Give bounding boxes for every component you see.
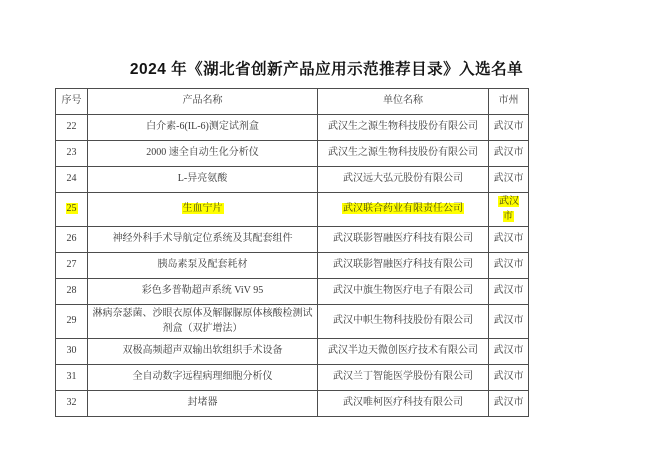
cell-company: 武汉中帜生物科技股份有限公司 <box>318 305 489 339</box>
col-header-city: 市州 <box>489 89 529 115</box>
cell-company: 武汉唯柯医疗科技有限公司 <box>318 391 489 417</box>
cell-no: 22 <box>56 115 88 141</box>
cell-city: 武汉市 <box>489 391 529 417</box>
cell-company: 武汉半边天微创医疗技术有限公司 <box>318 339 489 365</box>
table-row <box>56 339 529 365</box>
table-row <box>56 253 529 279</box>
cell-product: 彩色多普勒超声系统 ViV 95 <box>88 279 318 305</box>
col-header-no: 序号 <box>56 89 88 115</box>
cell-city: 武汉市 <box>489 167 529 193</box>
cell-company: 武汉联合药业有限责任公司 <box>318 193 489 227</box>
cell-no: 24 <box>56 167 88 193</box>
cell-company: 武汉生之源生物科技股份有限公司 <box>318 115 489 141</box>
cell-city: 武汉市 <box>489 141 529 167</box>
cell-no: 32 <box>56 391 88 417</box>
selection-table <box>55 88 529 417</box>
col-header-company: 单位名称 <box>318 89 489 115</box>
cell-product: 双极高频超声双输出软组织手术设备 <box>88 339 318 365</box>
cell-product: 白介素-6(IL-6)测定试剂盒 <box>88 115 318 141</box>
cell-company: 武汉中旗生物医疗电子有限公司 <box>318 279 489 305</box>
cell-product: L-异亮氨酸 <box>88 167 318 193</box>
cell-company: 武汉生之源生物科技股份有限公司 <box>318 141 489 167</box>
cell-no: 28 <box>56 279 88 305</box>
header-row <box>56 89 529 115</box>
table-row <box>56 365 529 391</box>
table-row <box>56 227 529 253</box>
cell-product: 全自动数字远程病理细胞分析仪 <box>88 365 318 391</box>
cell-product: 封堵器 <box>88 391 318 417</box>
table-row <box>56 141 529 167</box>
table-row <box>56 115 529 141</box>
cell-city: 武汉市 <box>489 305 529 339</box>
cell-city: 武汉市 <box>489 115 529 141</box>
page-title: 2024 年《湖北省创新产品应用示范推荐目录》入选名单 <box>129 61 524 78</box>
cell-city: 武汉市 <box>489 227 529 253</box>
cell-company: 武汉远大弘元股份有限公司 <box>318 167 489 193</box>
cell-product: 2000 速全自动生化分析仪 <box>88 141 318 167</box>
cell-product: 神经外科手术导航定位系统及其配套组件 <box>88 227 318 253</box>
table-row-highlighted <box>56 193 529 227</box>
cell-no: 25 <box>56 193 88 227</box>
table-body <box>56 115 529 417</box>
cell-product: 生血宁片 <box>88 193 318 227</box>
cell-city: 武汉市 <box>489 339 529 365</box>
cell-no: 26 <box>56 227 88 253</box>
cell-city: 武汉市 <box>489 253 529 279</box>
table-row <box>56 279 529 305</box>
cell-company: 武汉联影智融医疗科技有限公司 <box>318 227 489 253</box>
cell-city: 武汉市 <box>489 279 529 305</box>
cell-city: 武汉市 <box>489 365 529 391</box>
cell-no: 30 <box>56 339 88 365</box>
col-header-product: 产品名称 <box>88 89 318 115</box>
table-row <box>56 167 529 193</box>
cell-city: 武汉市 <box>489 193 529 227</box>
cell-company: 武汉联影智融医疗科技有限公司 <box>318 253 489 279</box>
cell-product: 淋病奈瑟菌、沙眼衣原体及解脲脲原体核酸检测试剂盒（双扩增法） <box>88 305 318 339</box>
cell-product: 胰岛素泵及配套耗材 <box>88 253 318 279</box>
table-row <box>56 305 529 339</box>
cell-no: 31 <box>56 365 88 391</box>
table-row <box>56 391 529 417</box>
cell-no: 23 <box>56 141 88 167</box>
cell-company: 武汉兰丁智能医学股份有限公司 <box>318 365 489 391</box>
cell-no: 29 <box>56 305 88 339</box>
cell-no: 27 <box>56 253 88 279</box>
